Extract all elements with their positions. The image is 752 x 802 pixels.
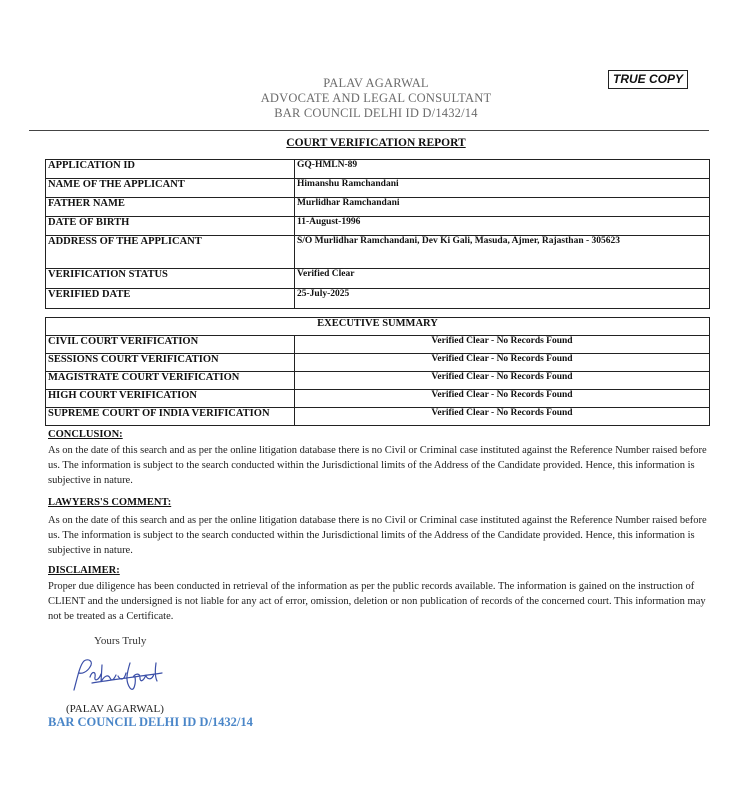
table-row	[46, 269, 710, 289]
row-label: VERIFIED DATE	[46, 289, 295, 309]
row-value: Verified Clear - No Records Found	[295, 408, 710, 426]
table-row	[46, 217, 710, 236]
row-value: Murlidhar Ramchandani	[295, 198, 710, 217]
table-row	[46, 236, 710, 269]
table-row	[46, 179, 710, 198]
row-label: FATHER NAME	[46, 198, 295, 217]
row-value: 11-August-1996	[295, 217, 710, 236]
signatory-name: (PALAV AGARWAL)	[66, 703, 164, 715]
table-row	[46, 372, 710, 390]
executive-summary-table	[45, 317, 710, 426]
row-label: CIVIL COURT VERIFICATION	[46, 336, 295, 354]
row-label: NAME OF THE APPLICANT	[46, 179, 295, 198]
row-label: VERIFICATION STATUS	[46, 269, 295, 289]
table-row	[46, 336, 710, 354]
disclaimer-title: DISCLAIMER:	[48, 565, 120, 576]
true-copy-stamp: TRUE COPY	[608, 70, 688, 89]
row-label: DATE OF BIRTH	[46, 217, 295, 236]
row-label: HIGH COURT VERIFICATION	[46, 390, 295, 408]
row-label: SESSIONS COURT VERIFICATION	[46, 354, 295, 372]
advocate-name: PALAV AGARWAL	[323, 76, 429, 90]
header-bar-id: BAR COUNCIL DELHI ID D/1432/14	[274, 106, 478, 120]
executive-summary-title: EXECUTIVE SUMMARY	[46, 318, 710, 336]
row-value: Verified Clear - No Records Found	[295, 354, 710, 372]
row-value: S/O Murlidhar Ramchandani, Dev Ki Gali, Masuda, Ajmer, Rajasthan - 305623	[295, 236, 710, 269]
row-value: Verified Clear - No Records Found	[295, 336, 710, 354]
row-label: APPLICATION ID	[46, 160, 295, 179]
table-row	[46, 160, 710, 179]
advocate-designation: ADVOCATE AND LEGAL CONSULTANT	[260, 91, 492, 105]
table-row	[46, 289, 710, 309]
row-value: 25-July-2025	[295, 289, 710, 309]
row-value: Verified Clear - No Records Found	[295, 390, 710, 408]
applicant-details-table	[45, 159, 710, 309]
lawyers-comment-text: As on the date of this search and as per the online litigation database there is no Civil or Criminal case instituted against the Reference Number raised before us. The information is subject to the search conducted within the Jurisdictional limits of the Address of the Candidate provided. Hence, this information is subjective in nature.	[48, 515, 707, 556]
handwritten-signature	[70, 655, 165, 695]
table-row	[46, 198, 710, 217]
row-value: Verified Clear	[295, 269, 710, 289]
conclusion-text: As on the date of this search and as per the online litigation database there is no Civil or Criminal case instituted against the Reference Number raised before us. The information is subject to the search conducted within the Jurisdictional limits of the Address of the Candidate provided. Hence, this information is subjective in nature.	[48, 445, 707, 486]
report-title: COURT VERIFICATION REPORT	[286, 137, 466, 149]
table-row	[46, 354, 710, 372]
table-row	[46, 318, 710, 336]
table-row	[46, 408, 710, 426]
row-label: ADDRESS OF THE APPLICANT	[46, 236, 295, 269]
table-row	[46, 390, 710, 408]
disclaimer-text: Proper due diligence has been conducted in retrieval of the information as per the public records available. The information is gained on the instruction of CLIENT and the undersigned is not liable for any act of error, omission, deletion or non publication of records of the concerned court. This information may not be treated as a Certificate.	[48, 581, 706, 622]
footer-bar-id: BAR COUNCIL DELHI ID D/1432/14	[48, 715, 253, 729]
lawyers-comment-title: LAWYERS'S COMMENT:	[48, 497, 172, 508]
row-label: MAGISTRATE COURT VERIFICATION	[46, 372, 295, 390]
header-divider	[29, 130, 709, 131]
conclusion-title: CONCLUSION:	[48, 429, 123, 440]
row-value: Himanshu Ramchandani	[295, 179, 710, 198]
row-value: GQ-HMLN-89	[295, 160, 710, 179]
row-label: SUPREME COURT OF INDIA VERIFICATION	[46, 408, 295, 426]
row-value: Verified Clear - No Records Found	[295, 372, 710, 390]
salutation: Yours Truly	[94, 635, 147, 647]
